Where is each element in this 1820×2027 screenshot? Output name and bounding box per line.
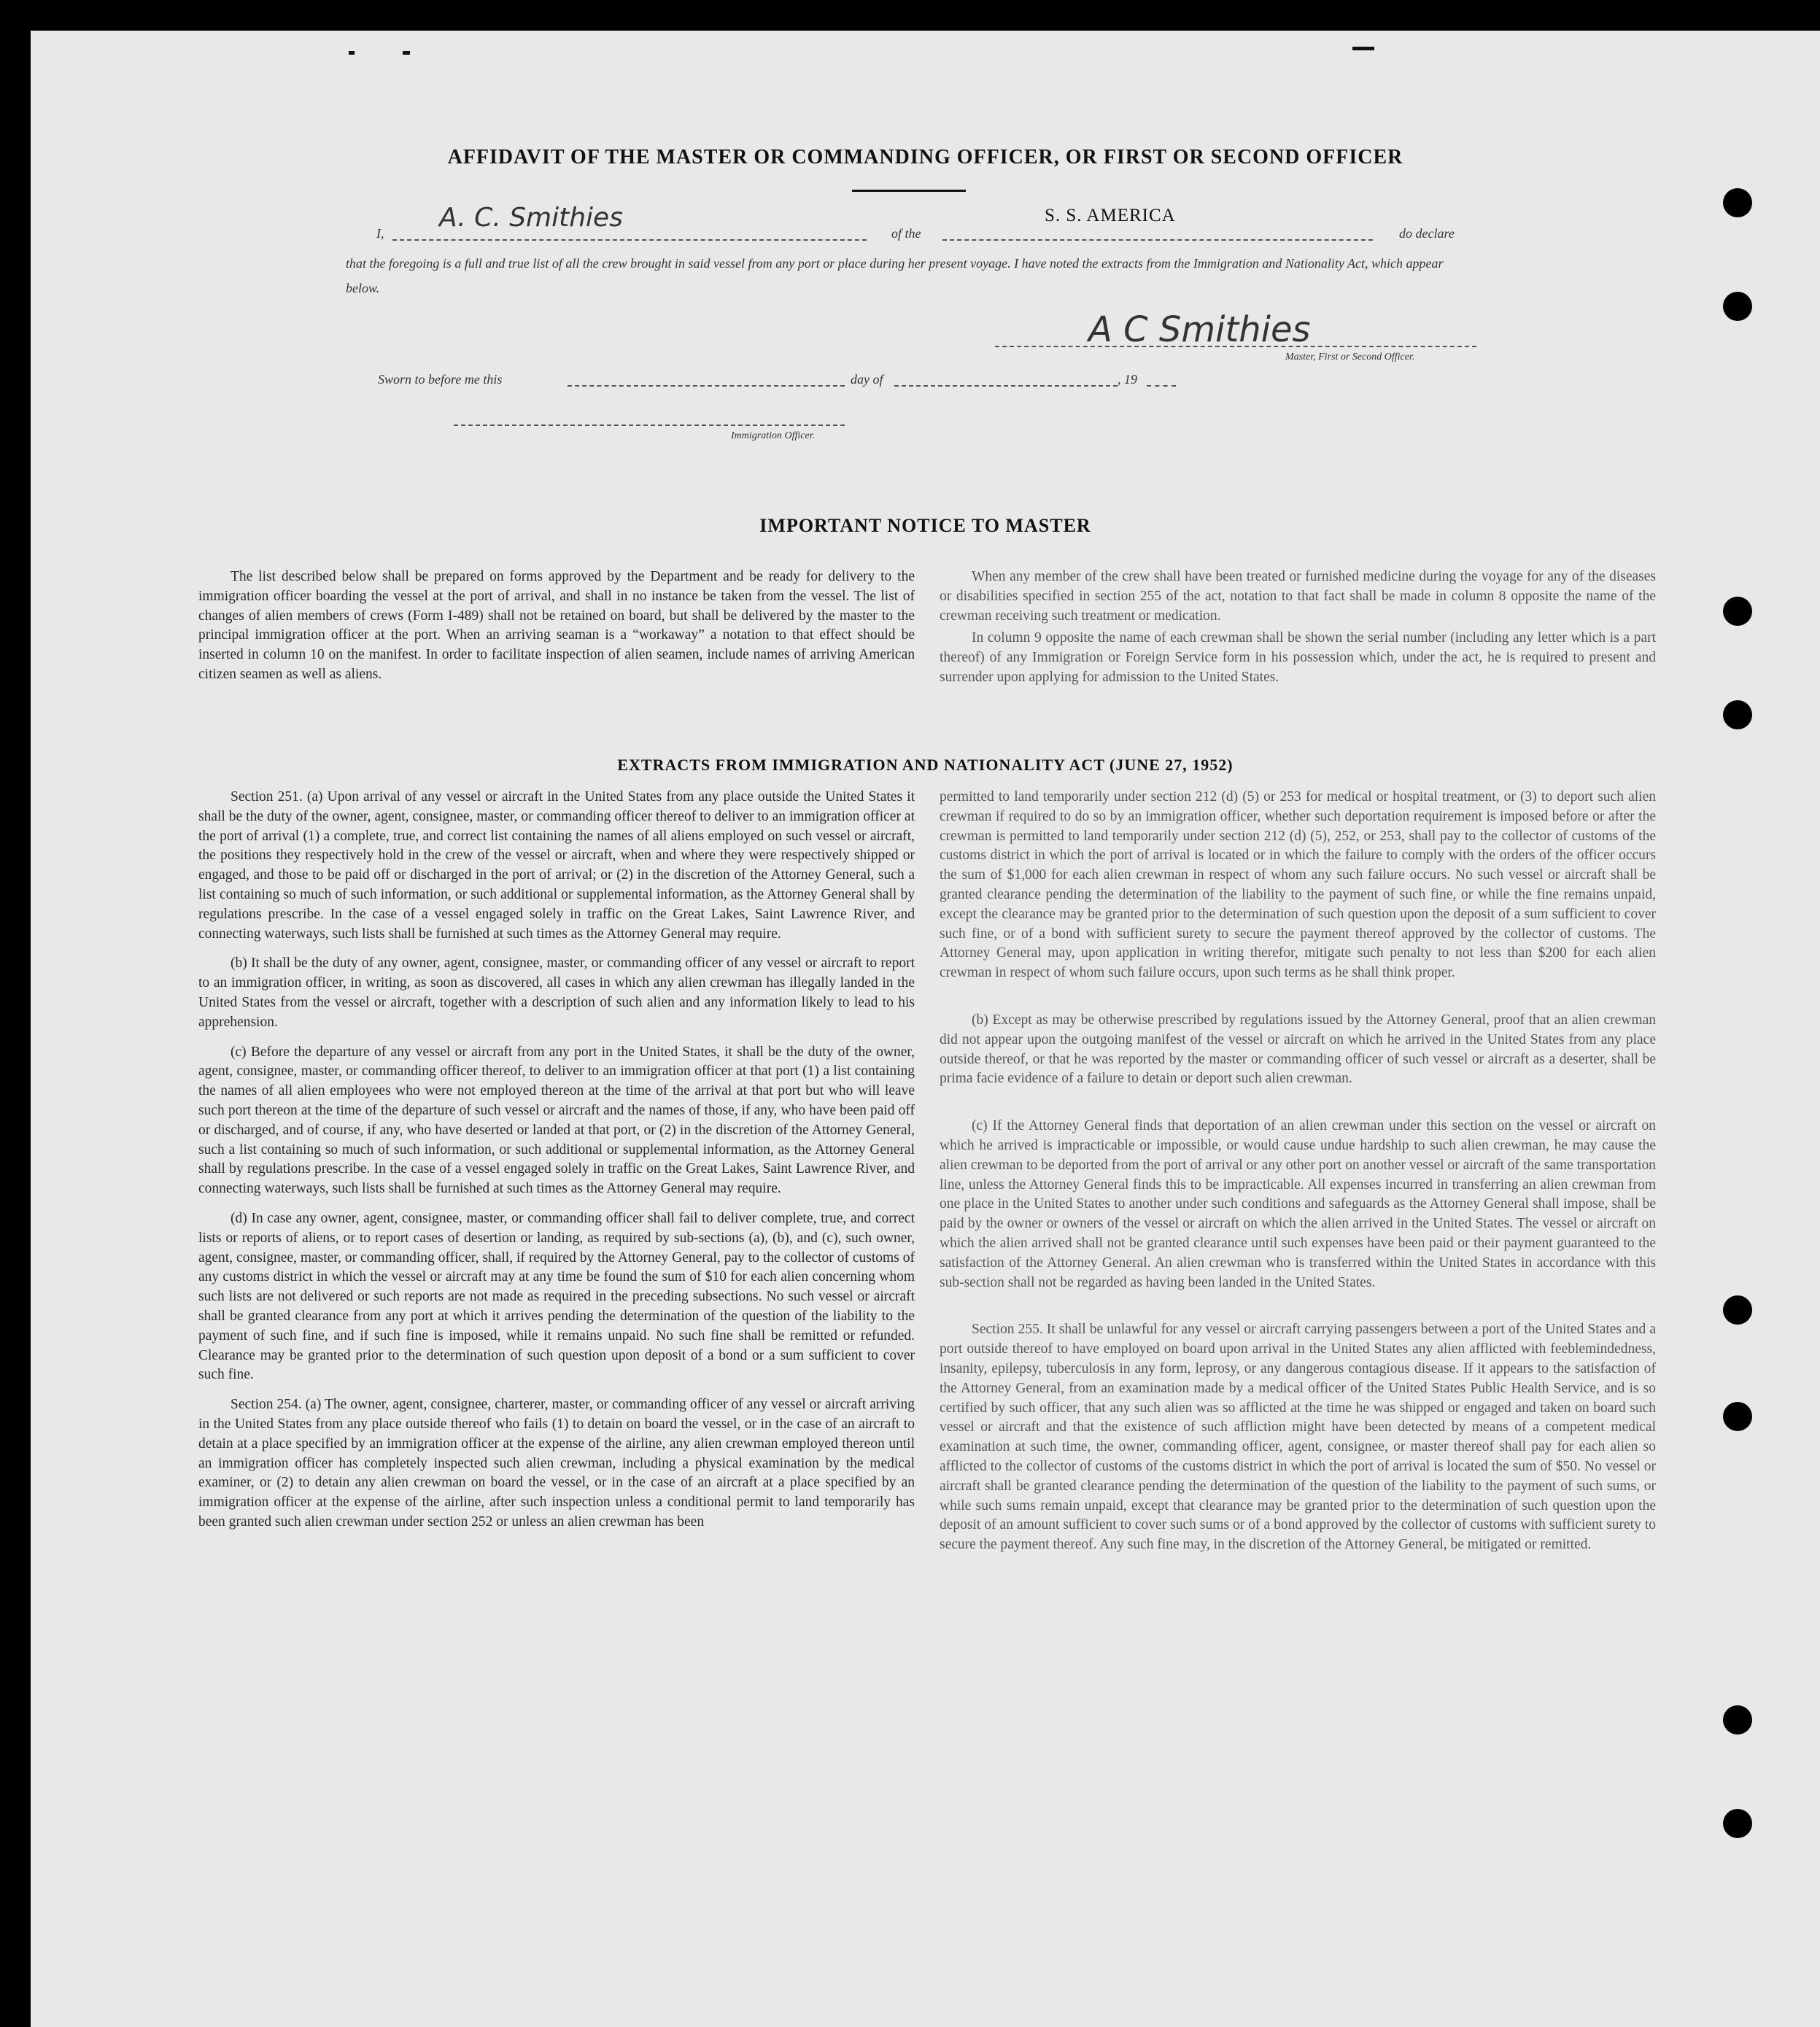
sworn-prefix: Sworn to before me this xyxy=(378,372,503,387)
notice-right-paragraph: When any member of the crew shall have been treated or furnished medicine during the voyage for any of the diseases or disabilities specified in section 255 of the act, notation to that fact shall be made in column 8 opposite the name of the crewman receiving such treatment or medication. xyxy=(940,569,1656,624)
signature-caption: Master, First or Second Officer. xyxy=(1285,352,1415,363)
sworn-month-line xyxy=(894,385,1118,387)
punch-hole xyxy=(1723,292,1752,321)
ship-line xyxy=(942,239,1373,241)
affidavit-statement: that the foregoing is a full and true list of all the crew brought in said vessel from any port or place during her present voyage. I have noted the extracts from the Immigration and Nationality Act, which appear below. xyxy=(346,256,1444,295)
scan-mark xyxy=(1352,47,1374,50)
extracts-title: EXTRACTS FROM IMMIGRATION AND NATIONALITY ACT (JUNE 27, 1952) xyxy=(617,756,1234,774)
ship-name: S. S. AMERICA xyxy=(1045,206,1176,225)
name-line xyxy=(392,239,867,241)
punch-hole xyxy=(1723,700,1752,729)
sworn-day-label: day of xyxy=(851,372,883,387)
notice-right-paragraph: In column 9 opposite the name of each crewman shall be shown the serial number (including any letter which is a part thereof) of any Immigration or Foreign Service form in his possession which, under the act, he is required to present and surrender upon applying for admission to the United States. xyxy=(940,630,1656,685)
punch-hole xyxy=(1723,1402,1752,1431)
sworn-year-label: , 19 xyxy=(1118,372,1137,387)
declarant-i: I, xyxy=(376,226,384,241)
section-paragraph: Section 255. It shall be unlawful for any vessel or aircraft carrying passengers between a port of the United States and a port outside thereof to have employed on board upon arrival in the United States any alien afflicted with feeblemindedness, insanity, epilepsy, tuberculosis in any form, leprosy, or any dangerous contagious disease. If it appears to the satisfaction of the Attorney General, from an examination made by a medical officer of the United States Public Health Service, and is so certified by such officer, that any such alien was so afflicted at the time he was shipped or engaged and taken on board such vessel or aircraft and that the existence of such affliction might have been detected by means of a competent medical examination at such time, the owner, commanding officer, agent, consignee, or master thereof shall pay for each alien so afflicted to the collector of customs of the customs district in which the port of arrival is located the sum of $50. No vessel or aircraft shall be granted clearance pending the determination of the question of the liability to the payment of such sums, or while such sums remain unpaid, except that clearance may be granted prior to the determination of such question upon the deposit of an amount sufficient to cover such sums or of a bond approved by the collector of customs with sufficient surety to secure the payment thereof. Any such fine may, in the discretion of the Attorney General, be mitigated or remitted. xyxy=(940,1322,1656,1553)
notice-title: IMPORTANT NOTICE TO MASTER xyxy=(759,515,1091,536)
punch-hole xyxy=(1723,597,1752,626)
sworn-year-line xyxy=(1147,385,1176,387)
sworn-date-line xyxy=(568,385,845,387)
extracts-left-column xyxy=(198,788,915,1543)
signature: A C Smithies xyxy=(1088,309,1311,350)
punch-hole xyxy=(1723,188,1752,217)
section-paragraph: Section 251. (a) Upon arrival of any vessel or aircraft in the United States from any place outside the United States it shall be the duty of the owner, agent, consignee, master, or commanding officer thereof to deliver to an immigration officer at the port of arrival (1) a complete, true, and correct list containing the names of all aliens employed on such vessel or aircraft, the positions they respectively hold in the crew of the vessel or aircraft, when and where they were respectively shipped or engaged, and those to be paid off or discharged in the port of arrival; or (2) in the discretion of the Attorney General, such a list containing so much of such information, or such additional or supplemental information, as the Attorney General shall by regulations prescribe. In the case of a vessel engaged solely in traffic on the Great Lakes, Saint Lawrence River, and connecting waterways, such lists shall be furnished at such times as the Attorney General may require. xyxy=(198,789,915,942)
document-page xyxy=(31,31,1820,2027)
section-paragraph: permitted to land temporarily under section 212 (d) (5) or 253 for medical or hospital treatment, or (3) to deport such alien crewman if required to do so by an immigration officer, whether such deportation requirement is imposed before or after the crewman is permitted to land temporarily under section 212 (d) (5), 252, or 253, shall pay to the collector of customs of the customs district in which the port of arrival is located or in which the failure to comply with the orders of the officer occurs the sum of $1,000 for each alien crewman in respect of whom any such failure occurs. No such vessel or aircraft shall be granted clearance pending the determination of the liability to the payment of such fine, or while the fine remains unpaid, except the clearance may be granted prior to the determination of such question upon the deposit of a sum sufficient to cover such fine, or of a bond with sufficient surety to secure the payment thereof approved by the collector of customs. The Attorney General may, upon application in writing therefor, mitigate such penalty to not less than $200 for each alien crewman in respect of whom such failure occurs, upon such terms as he shall think proper. xyxy=(940,789,1656,981)
section-paragraph: (b) Except as may be otherwise prescribed by regulations issued by the Attorney General, proof that an alien crewman did not appear upon the outgoing manifest of the vessel or aircraft on which he arrived in the United States from any place outside thereof, or that he was reported by the master or commanding officer of such vessel or aircraft as a deserter, shall be prima facie evidence of a failure to detain or deport such alien crewman. xyxy=(940,1012,1656,1087)
do-declare-label: do declare xyxy=(1399,226,1455,241)
section-paragraph: (c) Before the departure of any vessel or aircraft from any port in the United States, it shall be the duty of the owner, agent, consignee, master, or commanding officer thereof, to deliver to an immigration officer at that port (1) a list containing the names of all alien employees who were not employed thereon at the time of the arrival at that port but who will leave such port thereon at the time of the departure of such vessel or aircraft and the names of those, if any, who have been paid off or discharged, and of course, if any, who have deserted or landed at that port, or (2) in the discretion of the Attorney General, such a list containing so much of such information, or such additional or supplemental information, as the Attorney General shall by regulations prescribe. In the case of a vessel engaged solely in traffic on the Great Lakes, Saint Lawrence River, and connecting waterways, such lists shall be furnished at such times as the Attorney General may require. xyxy=(198,1044,915,1197)
scan-mark xyxy=(349,51,355,55)
notice-right-column xyxy=(940,567,1656,698)
notice-left-paragraph: The list described below shall be prepared on forms approved by the Department and be ready for delivery to the immigration officer boarding the vessel at the port of arrival, and shall in no instance be taken from the vessel. The list of changes of alien members of crews (Form I-489) shall not be retained on board, but shall be delivered by the master to the principal immigration officer at the port. When an arriving seaman is a “workaway” a notation to that effect should be inserted in column 10 on the manifest. In order to facilitate inspection of alien seamen, include names of arriving American citizen seamen as well as aliens. xyxy=(198,569,915,682)
section-paragraph: (b) It shall be the duty of any owner, agent, consignee, master, or commanding officer of any vessel or aircraft to report to an immigration officer, in writing, as soon as discovered, all cases in which any alien crewman has illegally landed in the United States from the vessel or aircraft, together with a description of such alien and any information likely to lead to his apprehension. xyxy=(198,956,915,1030)
handwritten-name: A. C. Smithies xyxy=(439,203,623,233)
punch-hole xyxy=(1723,1809,1752,1838)
section-paragraph: (d) In case any owner, agent, consignee, master, or commanding officer shall fail to deliver complete, true, and correct lists or reports of aliens, or to report cases of desertion or landing, as required by sub-sections (a), (b), and (c), such owner, agent, consignee, master, or commanding officer, shall, if required by the Attorney General, pay to the collector of customs of any customs district in which the vessel or aircraft may at any time be found the sum of $10 for each alien concerning whom such lists are not delivered or such reports are not made as required in the preceding subsections. No such vessel or aircraft shall be granted clearance from any port at which it arrives pending the determination of the question of the liability to the payment of such fine, and if such fine is imposed, while it remains unpaid. No such fine shall be remitted or refunded. Clearance may be granted prior to the determination of such question upon deposit of a bond or a sum sufficient to cover such fine. xyxy=(198,1210,915,1383)
extracts-right-column xyxy=(940,788,1656,1565)
officer-line xyxy=(454,425,845,426)
affidavit-title: AFFIDAVIT OF THE MASTER OR COMMANDING OFFICER, OR FIRST OR SECOND OFFICER xyxy=(447,146,1403,168)
notice-left-column xyxy=(198,567,915,695)
section-paragraph: (c) If the Attorney General finds that deportation of an alien crewman under this section on the vessel or aircraft on which he arrived is impracticable or impossible, or would cause undue hardship to such alien crewman, he may cause the alien crewman to be deported from the port of arrival or any other port on another vessel or aircraft of the same transportation line, unless the Attorney General finds this to be impracticable. All expenses incurred in transferring an alien crewman from one place in the United States to another under such conditions and safeguards as the Attorney General shall impose, shall be paid by the owner or owners of the vessel or aircraft on which the alien arrived in the United States. The vessel or aircraft on which the alien arrived shall not be granted clearance until such expenses have been paid or their payment guaranteed to the satisfaction of the Attorney General. An alien crewman who is transferred within the United States in accordance with this sub-section shall not be regarded as having been landed in the United States. xyxy=(940,1118,1656,1290)
title-rule xyxy=(852,190,966,192)
scan-mark xyxy=(403,51,410,55)
punch-hole xyxy=(1723,1295,1752,1325)
punch-hole xyxy=(1723,1705,1752,1735)
section-paragraph: Section 254. (a) The owner, agent, consignee, charterer, master, or commanding officer of any vessel or aircraft arriving in the United States from any place outside thereof who fails (1) to detain on board the vessel, or in the case of an aircraft to detain at a place specified by an immigration officer at the expense of the airline, any alien crewman employed thereon until an immigration officer has completely inspected such alien crewman, including a physical examination by the medical examiner, or (2) to detain any alien crewman on board the vessel, or in the case of an aircraft at a place specified by an immigration officer at the expense of the airline, after such inspection unless a conditional permit to land temporarily has been granted such alien crewman under section 252 or unless an alien crewman has been xyxy=(198,1397,915,1530)
of-the-label: of the xyxy=(891,226,921,241)
officer-caption: Immigration Officer. xyxy=(731,430,816,441)
